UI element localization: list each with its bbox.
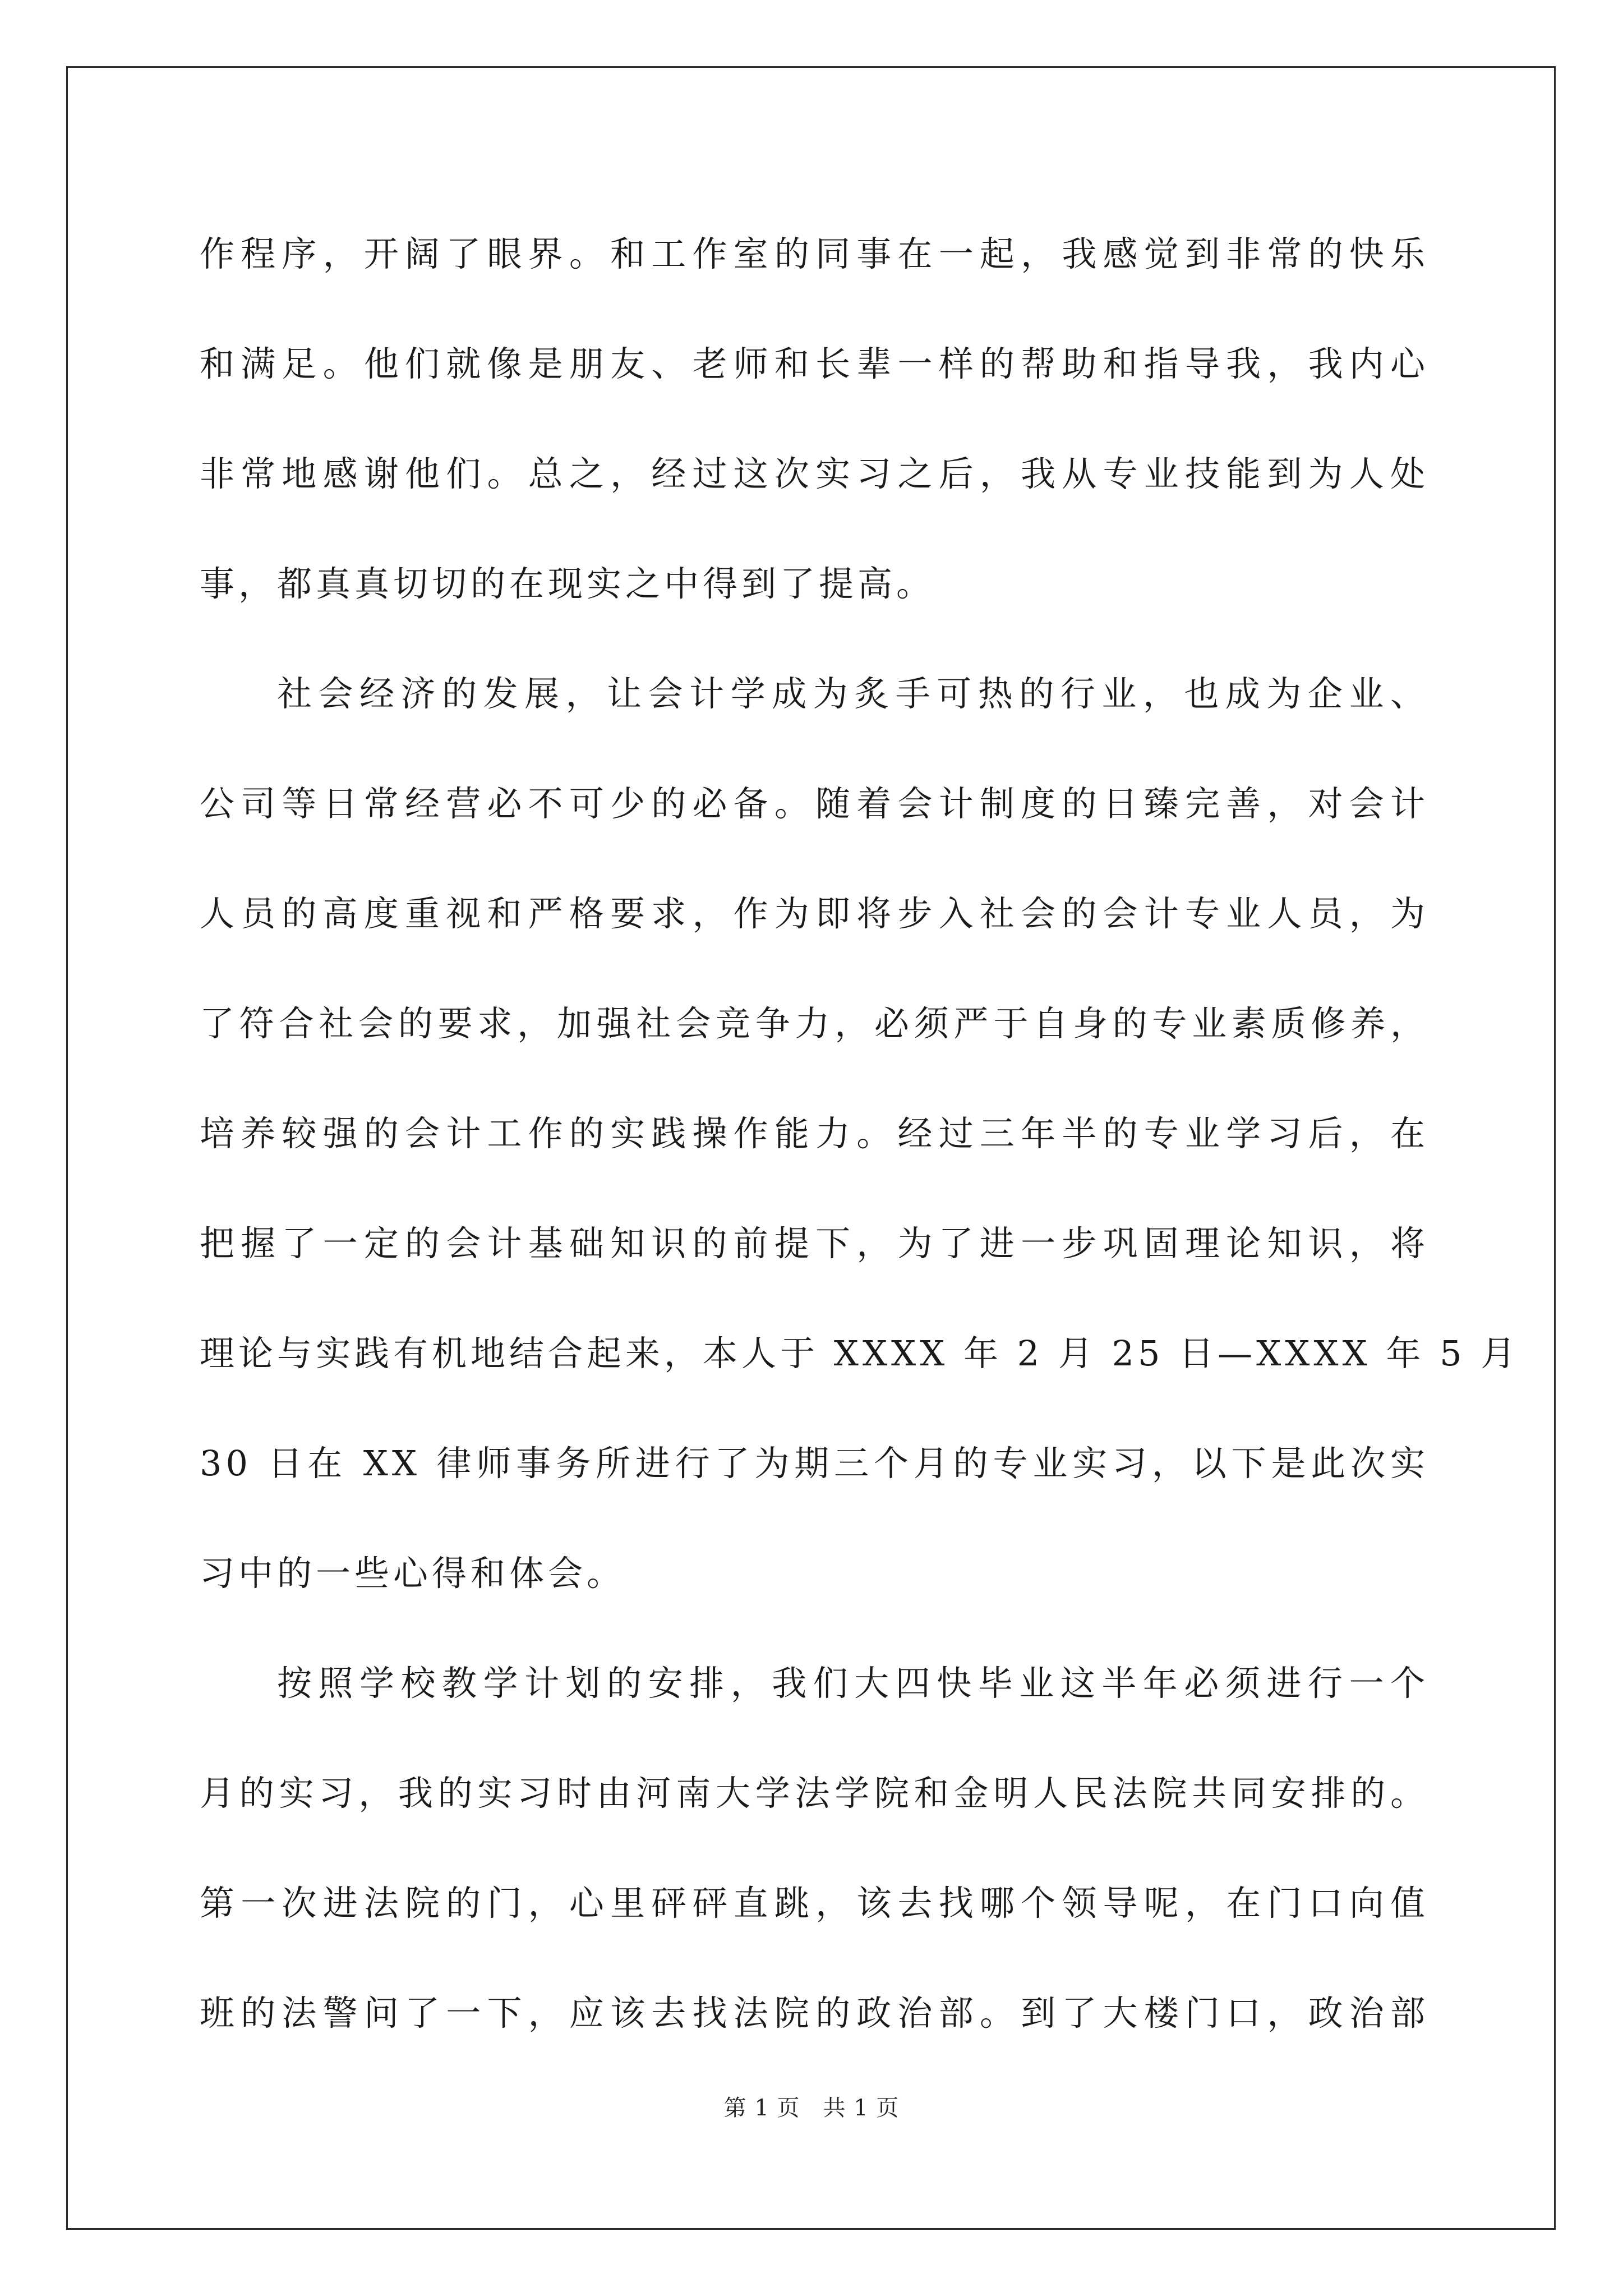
text-line: 非常地感谢他们。总之，经过这次实习之后，我从专业技能到为人处 (200, 453, 1429, 494)
document-body (200, 199, 1520, 2068)
text-line: 习中的一些心得和体会。 (200, 1553, 626, 1594)
paragraph-start-line: 社会经济的发展，让会计学成为炙手可热的行业，也成为企业、 (277, 673, 1429, 714)
text-line: 30 日在 XX 律师事务所进行了为期三个月的专业实习，以下是此次实 (200, 1443, 1429, 1484)
text-line: 作程序，开阔了眼界。和工作室的同事在一起，我感觉到非常的快乐 (200, 233, 1429, 274)
text-line: 人员的高度重视和严格要求，作为即将步入社会的会计专业人员，为 (200, 893, 1429, 934)
text-line: 理论与实践有机地结合起来，本人于 XXXX 年 2 月 25 日—XXXX 年 5 月 (200, 1333, 1520, 1374)
text-line: 第一次进法院的门，心里砰砰直跳，该去找哪个领导呢，在门口向值 (200, 1883, 1429, 1924)
text-line: 班的法警问了一下，应该去找法院的政治部。到了大楼门口，政治部 (200, 1993, 1429, 2033)
text-line: 和满足。他们就像是朋友、老师和长辈一样的帮助和指导我，我内心 (200, 343, 1429, 384)
text-line: 把握了一定的会计基础知识的前提下，为了进一步巩固理论知识，将 (200, 1223, 1429, 1264)
text-line: 了符合社会的要求，加强社会竞争力，必须严于自身的专业素质修养， (200, 1003, 1429, 1044)
text-line: 事，都真真切切的在现实之中得到了提高。 (200, 563, 935, 604)
paragraph-start-line: 按照学校教学计划的安排，我们大四快毕业这半年必须进行一个 (277, 1663, 1429, 1704)
text-line: 月的实习，我的实习时由河南大学法学院和金明人民法院共同安排的。 (200, 1773, 1429, 1814)
page-number-footer: 第 1 页 共 1 页 (723, 2095, 900, 2121)
text-line: 公司等日常经营必不可少的必备。随着会计制度的日臻完善，对会计 (200, 783, 1429, 824)
text-line: 培养较强的会计工作的实践操作能力。经过三年半的专业学习后，在 (200, 1113, 1429, 1154)
